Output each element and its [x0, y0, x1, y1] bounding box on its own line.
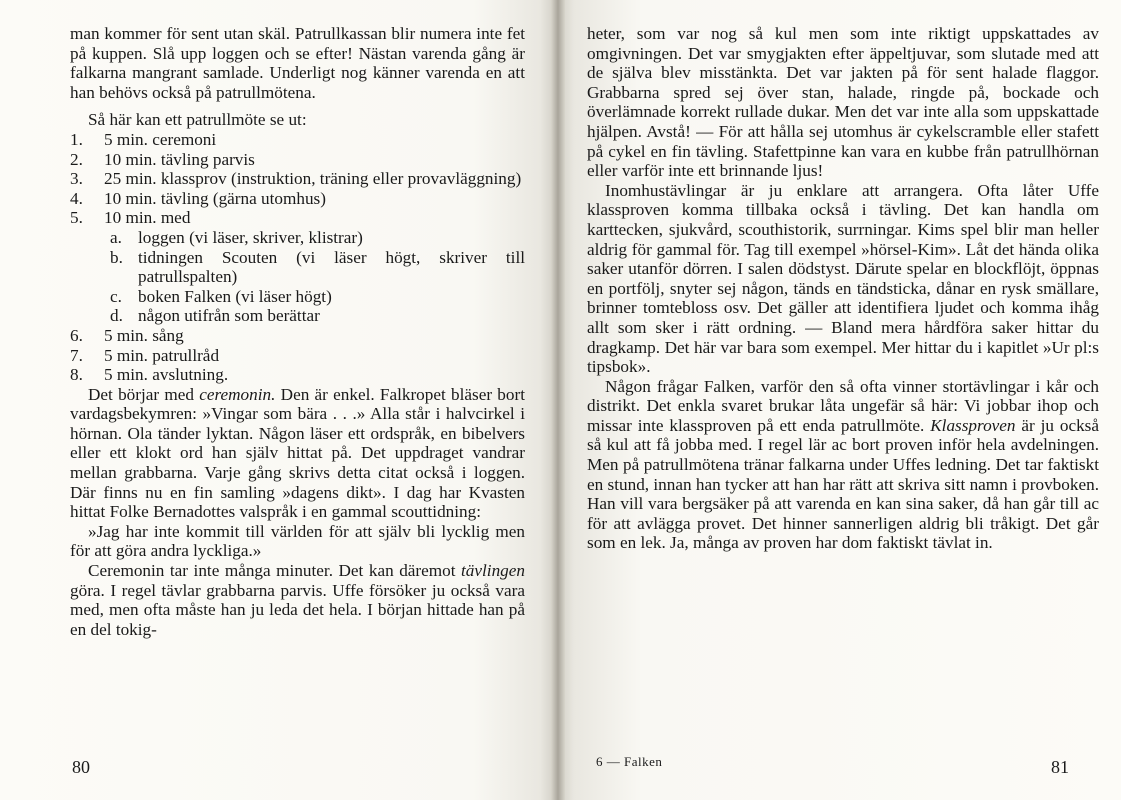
sub-list-item: c. boken Falken (vi läser högt) — [110, 286, 332, 306]
left-paragraph-ceremony: Det börjar med ceremonin. Den är enkel. Falkropet bläser bort vardagsbekymren: »Vingar som bära . . .» Alla står i halvcirkel i hörnan. Ola tänder lyktan. Någon läser ett ordspråk, en bibelvers eller ett klokt ord han själv hittat på. Det uppdraget vandrar mellan grabbarna. Varje gång skrivs detta citat också i loggen. Där finns nu en fin samling »dagens dikt». I dag har Kvasten hittat Folke Bernadottes valspråk i en gammal scouttidning: — [70, 384, 525, 522]
page-number-left: 80 — [72, 757, 90, 777]
list-intro: Så här kan ett patrullmöte se ut: — [88, 110, 307, 130]
right-paragraph-3: Någon frågar Falken, varför den så ofta vinner stortävlingar i kår och distrikt. Det enkla svaret brukar låta ungefär så här: Vi jobbar ihop och missar inte klassproven på ett enda patrullmöte. Klassproven är ju också så kul att få jobba med. I regel lär ac bort proven inför hela avdelningen. Men på patrullmötena tränar falkarna under Uffes ledning. Det tar faktiskt en stund, innan han tycker att han har rätt att skriva sitt namn i provboken. Han vill vara bergsäker på att varenda en kan sina saker, då han går till ac för att avlägga provet. Det hinner sannerligen aldrig bli tråkigt. Det går som en lek. Ja, många av proven har dom faktiskt tävlat in. — [587, 376, 1099, 553]
list-item: 2. 10 min. tävling parvis — [70, 149, 255, 169]
signature-mark: 6 — Falken — [596, 754, 663, 769]
meeting-sub-list — [70, 228, 525, 326]
meeting-agenda-list — [70, 130, 525, 228]
list-item: 8. 5 min. avslutning. — [70, 365, 229, 385]
right-paragraph-2: Inomhustävlingar är ju enklare att arrangera. Ofta låter Uffe klassproven komma tillbaka också i tävling. Det kan handla om karttecken, sjukvård, scouthistorik, surrningar. Kims spel blir man heller aldrig för gammal för. Tag till exempel »hörsel-Kim». Låt det hända olika saker utanför dörren. I salen dödstyst. Därute spelar en blockflöjt, öppnas en portfölj, snyter sej någon, tänds en tändsticka, dånar en rysk smällare, brinner tomtebloss osv. Det gäller att identifiera ljudet och komma ihåg allt som sker i rätt ordning. — Bland mera hårdföra saker hittar du dragkamp. Det här var bara som exempel. Mer hittar du i kapitlet »Ur pl:s tipsbok». — [587, 180, 1099, 377]
meeting-agenda-list-continued — [70, 326, 525, 385]
sub-list-item: b. tidningen Scouten (vi läser högt, skriver till patrullspalten) — [110, 247, 525, 287]
left-page — [0, 0, 557, 800]
page-number-right: 81 — [1051, 757, 1069, 777]
right-page — [557, 0, 1121, 800]
list-item: 1. 5 min. ceremoni — [70, 129, 217, 149]
left-paragraph-1: man kommer för sent utan skäl. Patrullkassan blir numera inte fet på kuppen. Slå upp loggen och se efter! Nästan varenda gång är falkarna mangrant samlade. Underligt nog känner varenda en att han behövs också på patrullmötena. — [70, 24, 525, 102]
sub-list-item: a. loggen (vi läser, skriver, klistrar) — [110, 227, 363, 247]
list-item: 5. 10 min. med — [70, 208, 191, 228]
right-paragraph-1: heter, som var nog så kul men som inte riktigt uppskattades av omgivningen. Det var smygjakten efter äppeltjuvar, som slutade med att de själva blev misstänkta. Det var jakten på för sent halade flaggor. Grabbarna spred sej över stan, halade, ringde på, bockade och överlämnade korrekt rullade dukar. Men det var inte alla som uppskattade hjälpen. Avstå! — För att hålla sej utomhus är cykelscramble eller stafett på cykel en fin tävling. Stafettpinne kan vara en kubbe från patrullhörnan eller varför inte ett brinnande ljus! — [587, 24, 1099, 181]
sub-list-item: d. någon utifrån som berättar — [110, 306, 320, 326]
list-item: 3. 25 min. klassprov (instruktion, träning eller provavläggning) — [70, 169, 522, 189]
list-item: 4. 10 min. tävling (gärna utomhus) — [70, 188, 326, 208]
book-gutter — [551, 0, 565, 800]
list-item: 7. 5 min. patrullråd — [70, 345, 220, 365]
left-paragraph-competition: Ceremonin tar inte många minuter. Det kan däremot tävlingen göra. I regel tävlar grabbarna parvis. Uffe försöker ju också vara med, men ofta måste han ju leda det hela. I början hittade han på en del tokig- — [70, 561, 525, 639]
list-item: 6. 5 min. sång — [70, 325, 184, 345]
quote: »Jag har inte kommit till världen för att själv bli lycklig men för att göra andra lyckliga.» — [70, 521, 525, 561]
